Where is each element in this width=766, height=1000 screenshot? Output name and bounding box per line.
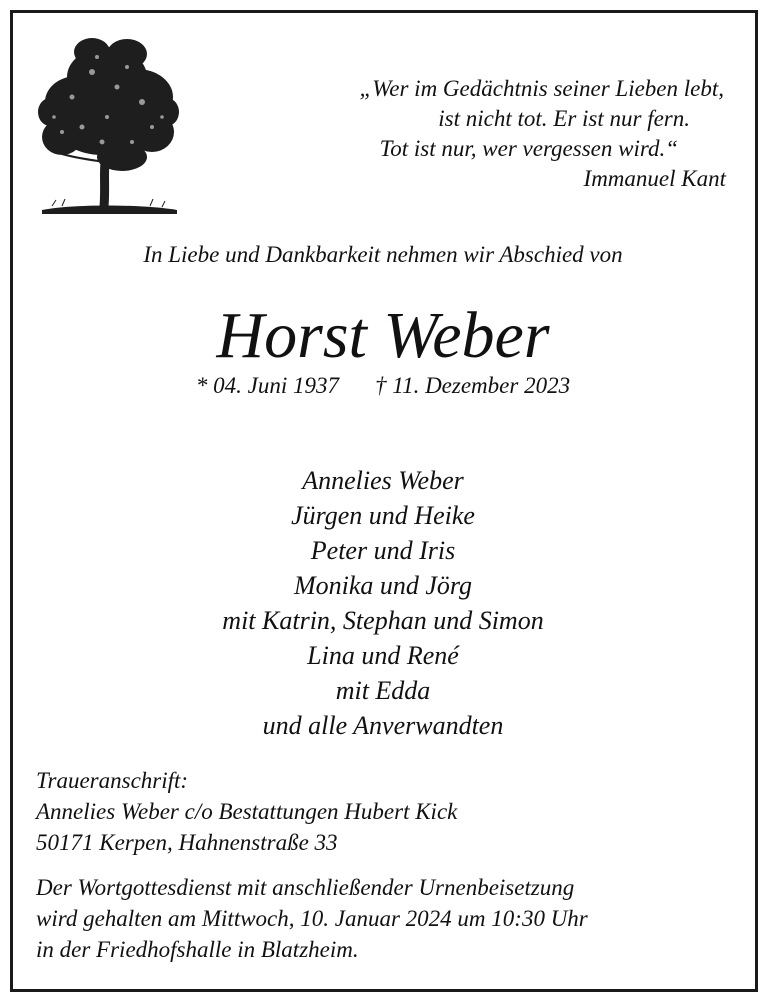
tree-icon xyxy=(32,32,182,217)
address-line: 50171 Kerpen, Hahnenstraße 33 xyxy=(36,830,338,855)
intro-text: In Liebe und Dankbarkeit nehmen wir Abschied von xyxy=(143,242,623,267)
quote-block xyxy=(266,74,726,194)
family-member: mit Katrin, Stephan und Simon xyxy=(222,606,544,635)
service-line: Der Wortgottesdienst mit anschließender Urnenbeisetzung xyxy=(36,875,575,900)
family-member: Annelies Weber xyxy=(302,466,464,495)
service-line: in der Friedhofshalle in Blatzheim. xyxy=(36,937,359,962)
quote-author: Immanuel Kant xyxy=(583,166,726,191)
family-member: Monika und Jörg xyxy=(293,571,473,600)
family-member: Lina und René xyxy=(307,641,459,670)
family-list xyxy=(0,463,766,743)
address-heading: Traueranschrift: xyxy=(36,768,189,793)
service-notice xyxy=(36,872,588,965)
quote-line: Tot ist nur, wer vergessen wird.“ xyxy=(379,136,678,161)
mourning-address xyxy=(36,765,457,858)
service-line: wird gehalten am Mittwoch, 10. Januar 2024 um 10:30 Uhr xyxy=(36,906,588,931)
family-member: und alle Anverwandten xyxy=(262,711,504,740)
family-member: mit Edda xyxy=(335,676,431,705)
address-line: Annelies Weber c/o Bestattungen Hubert Kick xyxy=(36,799,458,824)
death-date: † 11. Dezember 2023 xyxy=(375,373,571,398)
quote-line: „Wer im Gedächtnis seiner Lieben lebt, xyxy=(359,76,724,101)
family-member: Jürgen und Heike xyxy=(291,501,475,530)
birth-date: * 04. Juni 1937 xyxy=(195,373,340,398)
family-member: Peter und Iris xyxy=(310,536,456,565)
deceased-name: Horst Weber xyxy=(216,299,550,372)
life-dates xyxy=(0,373,766,399)
quote-line: ist nicht tot. Er ist nur fern. xyxy=(438,106,690,131)
